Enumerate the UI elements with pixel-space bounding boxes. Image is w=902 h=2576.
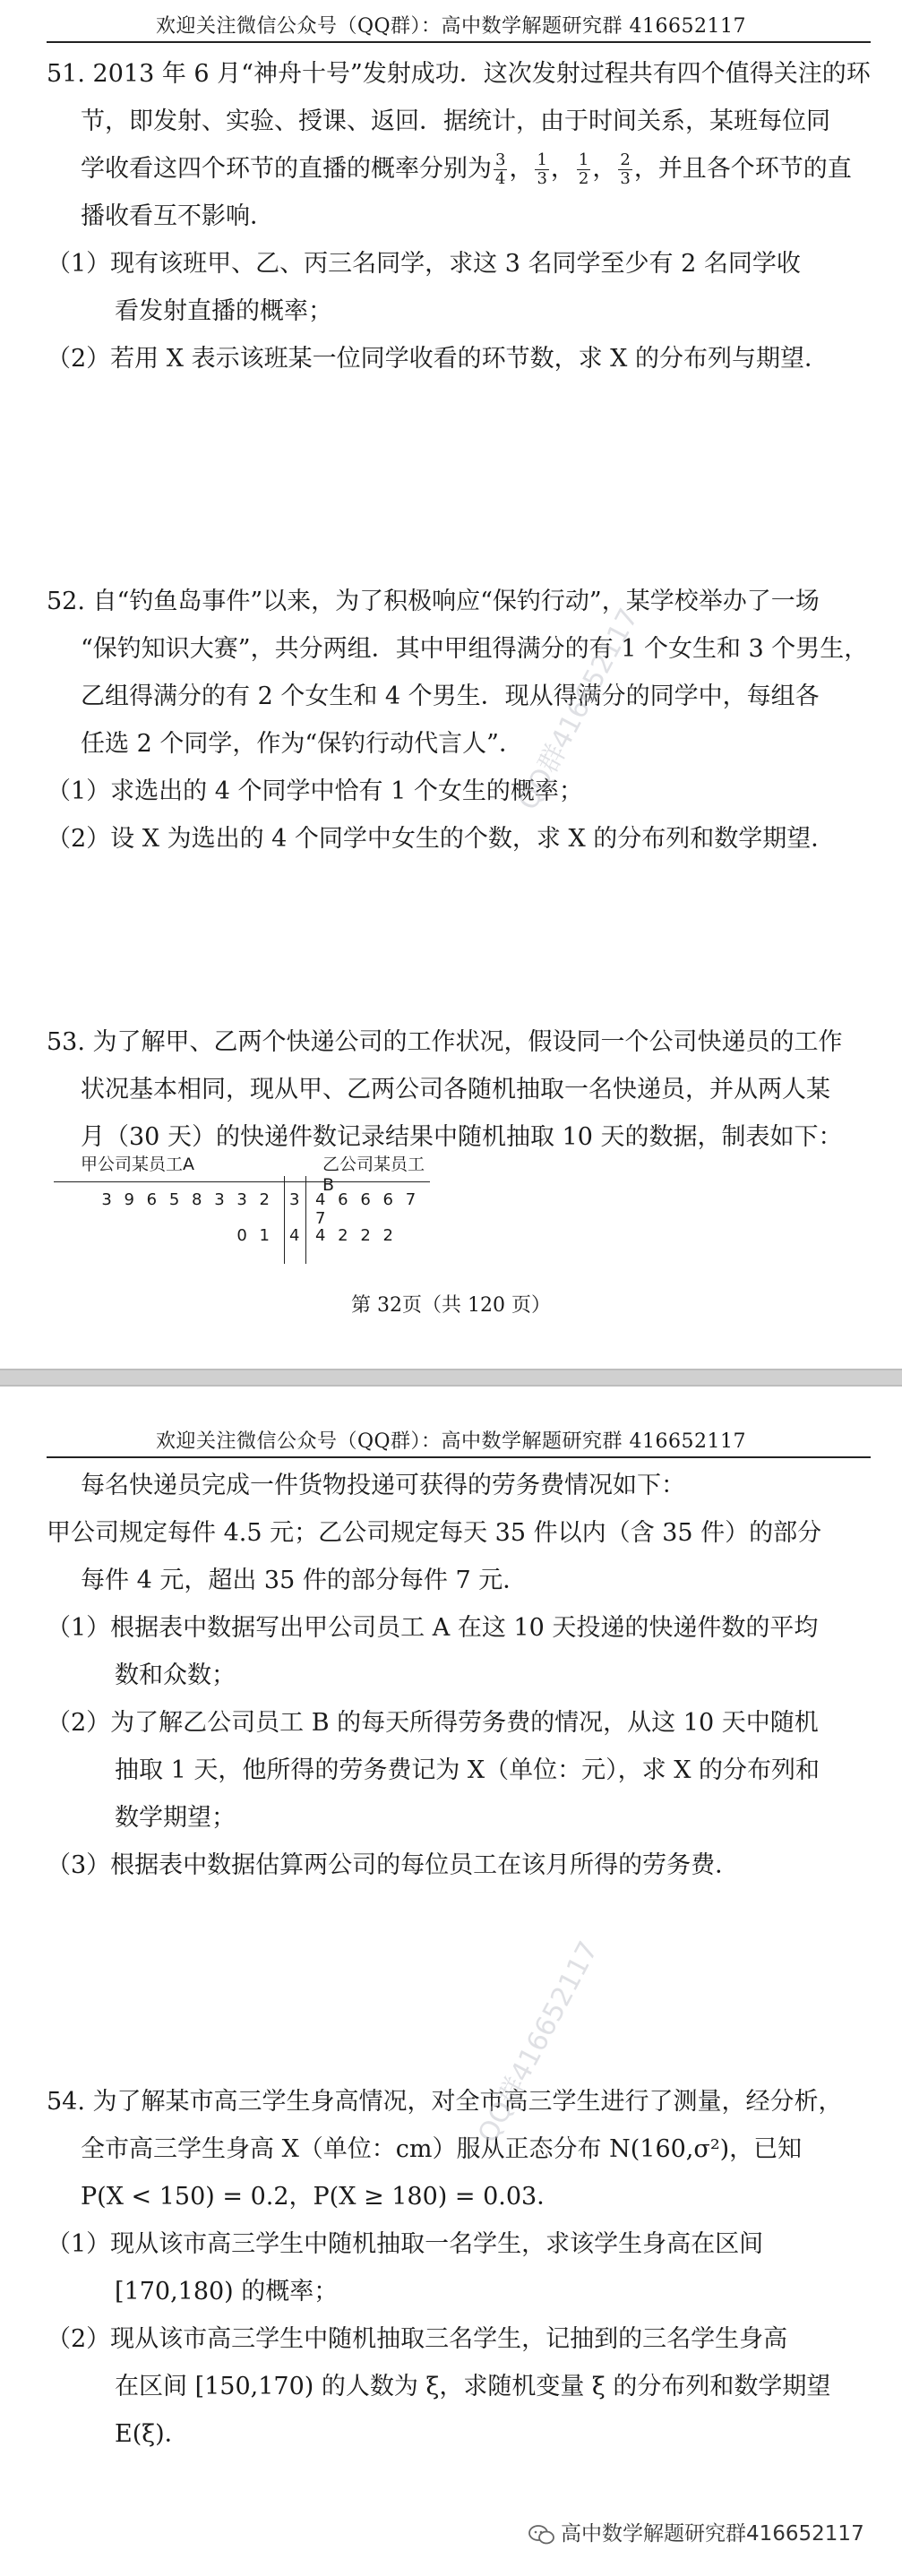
table-divider: [305, 1176, 306, 1264]
row-1-stem: 3: [289, 1190, 304, 1209]
wechat-logo: [528, 2517, 864, 2546]
question-2-cont: 数学期望；: [115, 1804, 236, 1832]
watermark: QQ群416652117: [472, 1936, 605, 2149]
row-2-stem: 4: [289, 1226, 304, 1245]
left-label: 甲公司某员工A: [81, 1155, 194, 1174]
question-2: （2）为了解乙公司员工 B 的每天所得劳务费的情况，从这 10 天中随机: [47, 1709, 819, 1737]
question-3: （3）根据表中数据估算两公司的每位员工在该月所得的劳务费．: [47, 1851, 740, 1879]
table-rule: [54, 1181, 430, 1182]
problem-number: 51.: [47, 60, 85, 88]
stem-leaf-table: [54, 1151, 430, 1267]
problem-text: 状况基本相同，现从甲、乙两公司各随机抽取一名快递员，并从两人某: [81, 1076, 830, 1103]
problem-text: 甲公司规定每件 4.5 元；乙公司规定每天 35 件以内（含 35 件）的部分: [47, 1519, 822, 1547]
fraction: $\frac{1}{3}$: [537, 150, 547, 188]
problem-text: “保钓知识大赛”，共分两组．其中甲组得满分的有 1 个女生和 3 个男生，: [81, 635, 869, 663]
logo-text: 高中数学解题研究群416652117: [561, 2522, 864, 2546]
document-page-2: [0, 1387, 902, 2576]
page-header: 欢迎关注微信公众号（QQ群）：高中数学解题研究群 416652117: [155, 15, 747, 38]
problem-text: 52. 自“钓鱼岛事件”以来，为了积极响应“保钓行动”，某学校举办了一场: [47, 588, 820, 615]
wechat-icon: [528, 2524, 555, 2546]
question-1-cont: 数和众数；: [115, 1662, 236, 1689]
problem-text: 乙组得满分的有 2 个女生和 4 个男生．现从得满分的同学中，每组各: [81, 683, 820, 710]
problem-text: 节，即发射、实验、授课、返回．据统计，由于时间关系，某班每位同: [81, 107, 830, 135]
row-2-right: 4 2 2 2: [315, 1226, 397, 1245]
right-label: 乙公司某员工B: [322, 1155, 425, 1195]
problem-52: [47, 578, 875, 863]
question-1-cont: [170,180) 的概率；: [115, 2278, 339, 2306]
table-divider: [284, 1176, 285, 1264]
problem-53: [47, 1018, 875, 1161]
problem-text: 每件 4 元，超出 35 件的部分每件 7 元．: [81, 1567, 528, 1594]
header-rule: [47, 41, 871, 43]
page-separator: [0, 1369, 902, 1387]
question-1: （1）根据表中数据写出甲公司员工 A 在这 10 天投递的快递件数的平均: [47, 1614, 819, 1642]
problem-54: [47, 2078, 875, 2458]
problem-text: 学收看这四个环节的直播的概率分别为 $\frac{3}{4}$ ， $\frac{1}{3}$ ， $\frac{1}{2}$ ， $\frac{2}{3}$ ，并且各个环节的直: [81, 150, 852, 188]
problem-text: P(X < 150) = 0.2，P(X ≥ 180) = 0.03．: [81, 2183, 562, 2211]
question-2-cont: 在区间 [150,170) 的人数为 ξ，求随机变量 ξ 的分布列和数学期望: [115, 2373, 831, 2400]
row-1-left: 3 9 6 5 8 3 3 2: [101, 1190, 273, 1209]
question-2: （2）现从该市高三学生中随机抽取三名学生，记抽到的三名学生身高: [47, 2325, 788, 2353]
problem-text: 播收看互不影响．: [81, 202, 274, 230]
question-2: （2）设 X 为选出的 4 个同学中女生的个数，求 X 的分布列和数学期望．: [47, 825, 836, 853]
page-footer: 第 32页（共 120 页）: [351, 1294, 551, 1317]
question-2: （2）若用 X 表示该班某一位同学收看的环节数，求 X 的分布列与期望．: [47, 345, 829, 373]
question-2-cont: 抽取 1 天，他所得的劳务费记为 X（单位：元），求 X 的分布列和: [115, 1756, 820, 1784]
question-1: （1）求选出的 4 个同学中恰有 1 个女生的概率；: [47, 777, 583, 805]
problem-text: 2013 年 6 月“神舟十号”发射成功．这次发射过程共有四个值得关注的环: [92, 60, 871, 88]
header-rule: [47, 1456, 871, 1458]
problem-text: 任选 2 个同学，作为“保钓行动代言人”．: [81, 730, 523, 758]
fraction: $\frac{3}{4}$: [495, 150, 506, 188]
question-2-cont: E(ξ)．: [115, 2420, 189, 2448]
watermark: QQ群416652117: [512, 603, 645, 816]
problem-text: 54. 为了解某市高三学生身高情况，对全市高三学生进行了测量，经分析，: [47, 2088, 843, 2116]
problem-51: [47, 50, 875, 382]
row-1-right: 4 6 6 6 7 7: [315, 1190, 420, 1228]
problem-text: 每名快递员完成一件货物投递可获得的劳务费情况如下：: [81, 1472, 685, 1499]
problem-text: 53. 为了解甲、乙两个快递公司的工作状况，假设同一个公司快递员的工作: [47, 1028, 843, 1056]
question-1: （1）现从该市高三学生中随机抽取一名学生，求该学生身高在区间: [47, 2230, 764, 2258]
row-2-left: 0 1: [236, 1226, 273, 1245]
problem-53-cont: [47, 1462, 875, 1889]
page-header: 欢迎关注微信公众号（QQ群）：高中数学解题研究群 416652117: [155, 1430, 747, 1453]
problem-text: 月（30 天）的快递件数记录结果中随机抽取 10 天的数据，制表如下：: [81, 1123, 843, 1151]
question-1: （1）现有该班甲、乙、丙三名同学，求这 3 名同学至少有 2 名同学收: [47, 250, 801, 278]
problem-text: 全市高三学生身高 X（单位：cm）服从正态分布 N(160,σ²)，已知: [81, 2135, 803, 2163]
question-1-cont: 看发射直播的概率；: [115, 297, 332, 325]
fraction: $\frac{1}{2}$: [578, 150, 589, 188]
fraction: $\frac{2}{3}$: [620, 150, 631, 188]
